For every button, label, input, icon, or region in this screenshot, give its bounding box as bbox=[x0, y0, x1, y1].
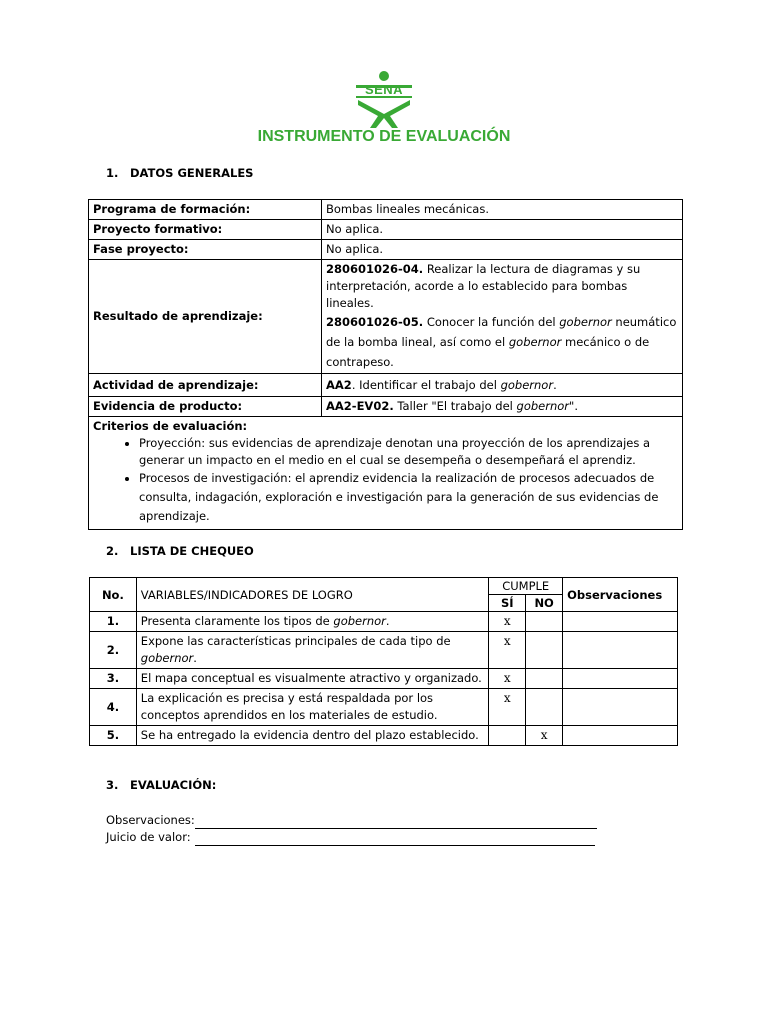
row-programa bbox=[89, 200, 683, 220]
row-no-mark[interactable] bbox=[526, 632, 563, 669]
sena-figure-icon bbox=[352, 70, 416, 130]
indicator-text: Se ha entregado la evidencia dentro del plazo establecido. bbox=[140, 728, 479, 742]
row-si-mark[interactable]: x bbox=[489, 689, 526, 726]
row-observaciones[interactable] bbox=[563, 726, 678, 746]
evidencia-value bbox=[322, 397, 683, 417]
actividad-label: Actividad de aprendizaje: bbox=[89, 374, 322, 397]
indicator-end: . bbox=[193, 651, 197, 665]
row-si-mark[interactable]: x bbox=[489, 669, 526, 689]
logo-text: SENA bbox=[364, 82, 404, 97]
resultado-label: Resultado de aprendizaje: bbox=[89, 260, 322, 374]
row-resultado bbox=[89, 260, 683, 374]
resultado-1-text: Realizar la lectura de diagramas y su interpretación, acorde a lo establecido para bombas lineales. bbox=[326, 262, 641, 310]
row-number: 2. bbox=[90, 632, 137, 669]
fase-label: Fase proyecto: bbox=[89, 240, 322, 260]
row-number: 1. bbox=[90, 612, 137, 632]
row-no-mark[interactable] bbox=[526, 612, 563, 632]
header-indicators: VARIABLES/INDICADORES DE LOGRO bbox=[136, 578, 489, 612]
evidencia-gobernor: gobernor bbox=[516, 399, 570, 413]
row-indicator bbox=[136, 612, 489, 632]
evidencia-label: Evidencia de producto: bbox=[89, 397, 322, 417]
header-no-col: NO bbox=[526, 595, 563, 612]
indicator-end: . bbox=[385, 614, 390, 628]
resultado-1-code: 280601026-04. bbox=[326, 262, 424, 276]
section-1-label: DATOS GENERALES bbox=[130, 166, 254, 180]
header-observaciones: Observaciones bbox=[563, 578, 678, 612]
row-si-mark[interactable] bbox=[489, 726, 526, 746]
table-row bbox=[90, 669, 678, 689]
row-indicator bbox=[136, 726, 489, 746]
header-no: No. bbox=[90, 578, 137, 612]
section-2-number: 2. bbox=[106, 544, 119, 558]
section-3-number: 3. bbox=[106, 778, 119, 792]
indicator-text: El mapa conceptual es visualmente atractivo y organizado. bbox=[140, 671, 482, 685]
table-row bbox=[90, 726, 678, 746]
row-actividad bbox=[89, 374, 683, 397]
fase-value: No aplica. bbox=[322, 240, 683, 260]
table-row bbox=[90, 632, 678, 669]
row-si-mark[interactable]: x bbox=[489, 632, 526, 669]
indicator-text: Expone las características principales de cada tipo de bbox=[140, 634, 451, 648]
actividad-gobernor: gobernor bbox=[500, 377, 554, 392]
sena-logo bbox=[352, 70, 416, 130]
row-no-mark[interactable]: x bbox=[526, 726, 563, 746]
indicator-gobernor: gobernor bbox=[140, 651, 194, 665]
section-3-title bbox=[106, 778, 216, 792]
row-observaciones[interactable] bbox=[563, 632, 678, 669]
checklist-table bbox=[89, 577, 678, 746]
row-evidencia bbox=[89, 397, 683, 417]
row-si-mark[interactable]: x bbox=[489, 612, 526, 632]
actividad-text-a: . Identificar el trabajo del bbox=[351, 377, 497, 392]
juicio-row bbox=[106, 829, 597, 846]
resultado-2-text-a: Conocer la función del bbox=[426, 315, 556, 329]
criterio-item: • Procesos de investigación: el aprendiz evidencia la realización de procesos adecuados de consulta, indagación, exploración e investigación para la generación de sus evidencias de aprendizaje. bbox=[139, 469, 678, 526]
proyecto-label: Proyecto formativo: bbox=[89, 220, 322, 240]
checklist-header-row bbox=[90, 578, 678, 595]
row-observaciones[interactable] bbox=[563, 612, 678, 632]
resultado-2-code: 280601026-05. bbox=[326, 315, 424, 329]
row-no-mark[interactable] bbox=[526, 669, 563, 689]
evaluation-block bbox=[106, 812, 597, 846]
evidencia-text-a: Taller "El trabajo del bbox=[397, 399, 513, 413]
row-proyecto bbox=[89, 220, 683, 240]
observaciones-line[interactable] bbox=[195, 815, 597, 829]
header-si: SÍ bbox=[489, 595, 526, 612]
evidencia-code: AA2-EV02. bbox=[326, 399, 394, 413]
actividad-text-c: . bbox=[553, 377, 557, 392]
resultado-value bbox=[322, 260, 683, 374]
general-data-table bbox=[88, 199, 683, 530]
table-row bbox=[90, 612, 678, 632]
section-2-label: LISTA DE CHEQUEO bbox=[130, 544, 254, 558]
programa-value: Bombas lineales mecánicas. bbox=[322, 200, 683, 220]
resultado-2-text-e: mecánico o de contrapeso. bbox=[326, 335, 650, 369]
section-1-title bbox=[106, 166, 253, 180]
table-row bbox=[90, 689, 678, 726]
row-observaciones[interactable] bbox=[563, 689, 678, 726]
row-indicator bbox=[136, 689, 489, 726]
criterios-label: Criterios de evaluación: bbox=[93, 419, 248, 433]
resultado-2-text-c: neumático de la bomba lineal, así como el bbox=[326, 315, 677, 349]
header-cumple: CUMPLE bbox=[489, 578, 563, 595]
row-no-mark[interactable] bbox=[526, 689, 563, 726]
section-1-number: 1. bbox=[106, 166, 119, 180]
actividad-value bbox=[322, 374, 683, 397]
proyecto-value: No aplica. bbox=[322, 220, 683, 240]
actividad-code: AA2 bbox=[326, 377, 352, 392]
row-number: 5. bbox=[90, 726, 137, 746]
row-indicator bbox=[136, 632, 489, 669]
section-3-label: EVALUACIÓN: bbox=[130, 778, 217, 792]
section-2-title bbox=[106, 544, 254, 558]
row-fase bbox=[89, 240, 683, 260]
indicator-text: La explicación es precisa y está respaldada por los conceptos aprendidos en los materiales de estudio. bbox=[140, 691, 438, 722]
criterios-cell bbox=[89, 417, 683, 530]
observaciones-label: Observaciones: bbox=[106, 813, 195, 827]
evidencia-text-c: ". bbox=[569, 399, 578, 413]
juicio-label: Juicio de valor: bbox=[106, 830, 191, 844]
resultado-2-gobernor-2: gobernor bbox=[508, 335, 562, 349]
row-criterios bbox=[89, 417, 683, 530]
row-number: 4. bbox=[90, 689, 137, 726]
juicio-line[interactable] bbox=[195, 832, 595, 846]
criterios-list bbox=[93, 435, 678, 526]
row-number: 3. bbox=[90, 669, 137, 689]
indicator-text: Presenta claramente los tipos de bbox=[140, 614, 330, 628]
row-indicator bbox=[136, 669, 489, 689]
indicator-gobernor: gobernor bbox=[333, 614, 386, 628]
observaciones-row bbox=[106, 812, 597, 829]
resultado-2-gobernor-1: gobernor bbox=[559, 315, 612, 329]
programa-label: Programa de formación: bbox=[89, 200, 322, 220]
document-title: INSTRUMENTO DE EVALUACIÓN bbox=[257, 128, 511, 145]
criterio-item: • Proyección: sus evidencias de aprendizaje denotan una proyección de los aprendizajes a generar un impacto en el medio en el cual se desempeña o desempeñará el aprendiz. bbox=[139, 435, 678, 469]
row-observaciones[interactable] bbox=[563, 669, 678, 689]
